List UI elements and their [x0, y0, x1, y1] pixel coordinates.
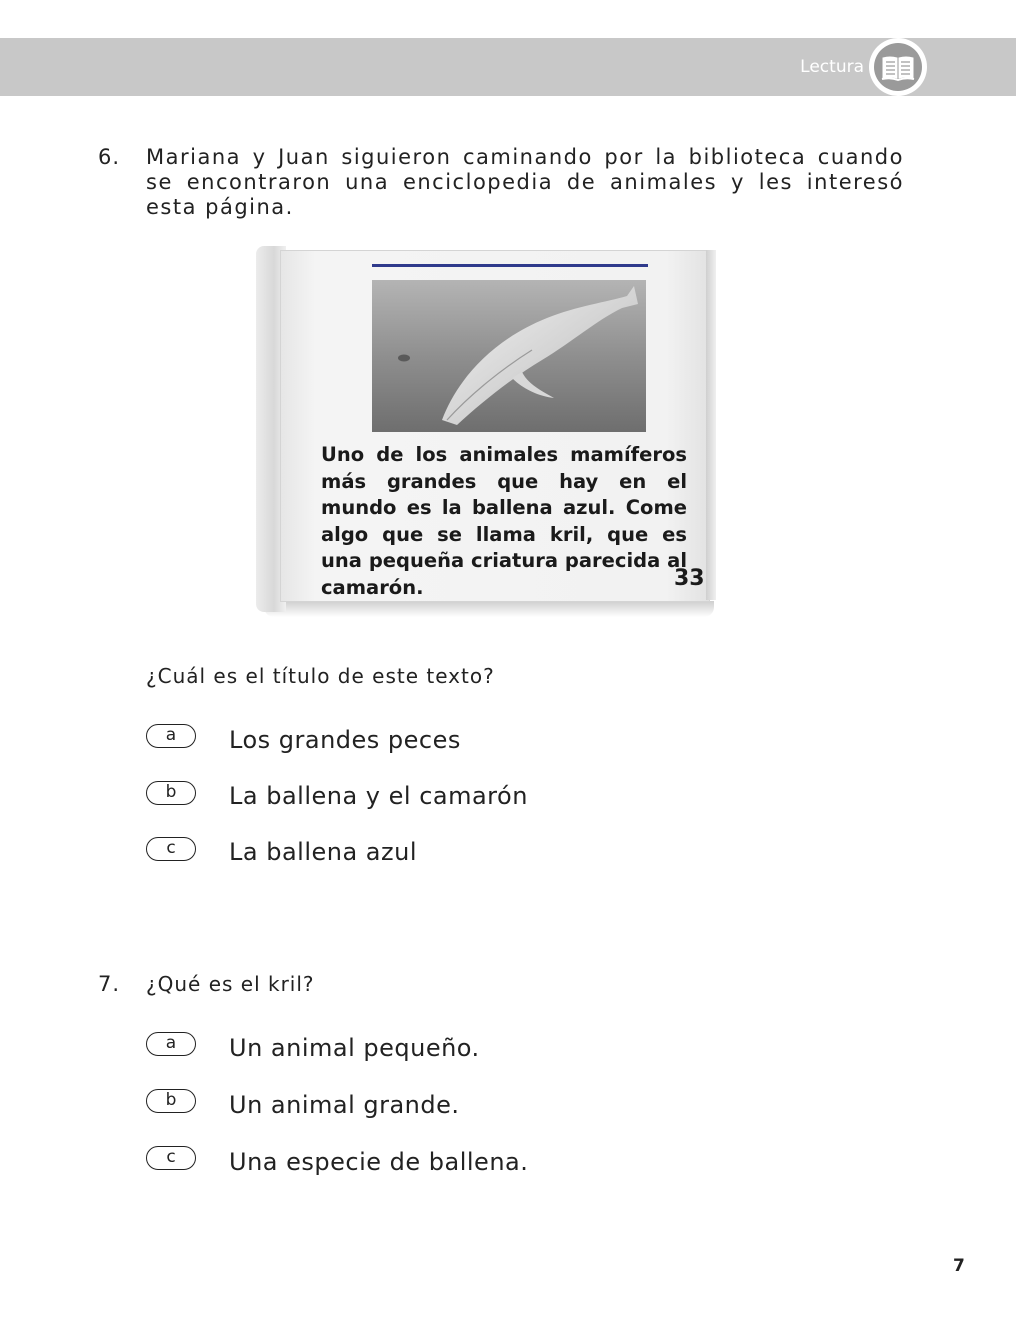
question-7-text: ¿Qué es el kril?	[146, 972, 315, 996]
q7-option-c-label[interactable]: Una especie de ballena.	[229, 1148, 529, 1176]
q6-option-c-label[interactable]: La ballena azul	[229, 838, 417, 866]
q6-option-b-label[interactable]: La ballena y el camarón	[229, 782, 528, 810]
q6-option-a-label[interactable]: Los grandes peces	[229, 726, 461, 754]
encyclopedia-text: Uno de los animales mamíferos más grandes que hay en el mundo es la ballena azul. Come algo que se llama kril, que es una pequeña criatura parecida al camarón.	[321, 443, 687, 599]
book-shadow	[264, 601, 714, 617]
q6-option-c-radio[interactable]: c	[146, 837, 196, 861]
page-number: 7	[953, 1256, 965, 1276]
section-badge	[869, 38, 927, 96]
encyclopedia-page-image	[256, 246, 718, 618]
open-book-icon	[874, 43, 922, 91]
q7-option-a-label[interactable]: Un animal pequeño.	[229, 1034, 480, 1062]
q7-option-c-radio[interactable]: c	[146, 1146, 196, 1170]
q6-option-b-radio[interactable]: b	[146, 781, 196, 805]
encyclopedia-page-number: 33	[674, 566, 705, 591]
q7-option-a-radio[interactable]: a	[146, 1032, 196, 1056]
whale-photo	[372, 280, 646, 432]
book-edge	[706, 250, 716, 600]
q6-option-a-radio[interactable]: a	[146, 724, 196, 748]
title-rule	[372, 264, 648, 267]
q7-option-b-radio[interactable]: b	[146, 1089, 196, 1113]
question-6-prompt: ¿Cuál es el título de este texto?	[146, 664, 495, 688]
section-label: Lectura	[800, 57, 864, 77]
question-6-text: Mariana y Juan siguieron caminando por la biblioteca cuando se encontraron una enciclopedia de animales y les interesó esta página.	[146, 145, 904, 219]
q7-option-b-label[interactable]: Un animal grande.	[229, 1091, 460, 1119]
question-6-number: 6.	[98, 145, 121, 169]
question-7-number: 7.	[98, 972, 121, 996]
